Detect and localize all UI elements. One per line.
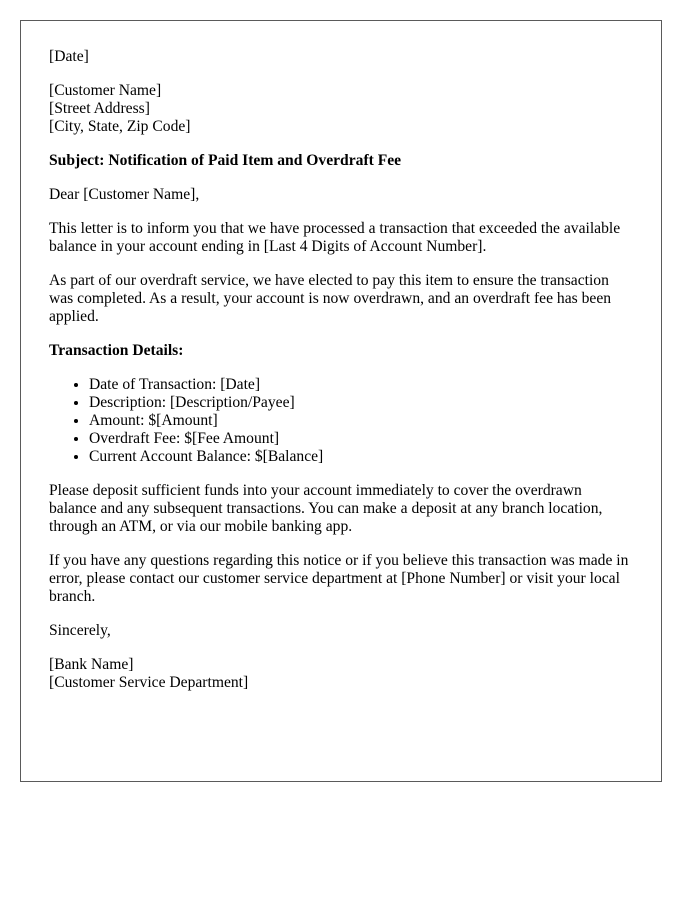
signature-department: [Customer Service Department]	[49, 674, 249, 691]
recipient-city-state-zip: [City, State, Zip Code]	[49, 118, 191, 135]
letter-date: [Date]	[49, 48, 89, 65]
recipient-address	[49, 82, 633, 136]
letter-closing: Sincerely,	[49, 622, 111, 639]
body-paragraph-2: As part of our overdraft service, we have elected to pay this item to ensure the transaction was completed. As a result, your account is now overdrawn, and an overdraft fee has been applied.	[49, 272, 612, 325]
list-item: • Amount: $[Amount]	[89, 412, 633, 430]
letter-subject: Subject: Notification of Paid Item and Overdraft Fee	[49, 152, 402, 169]
letter-page	[20, 20, 662, 782]
body-paragraph-4: If you have any questions regarding this notice or if you believe this transaction was made in error, please contact our customer service department at [Phone Number] or visit your local branch.	[49, 552, 629, 605]
transaction-details-heading: Transaction Details:	[49, 342, 184, 359]
signature-bank-name: [Bank Name]	[49, 656, 134, 673]
recipient-name: [Customer Name]	[49, 82, 162, 99]
recipient-street: [Street Address]	[49, 100, 150, 117]
body-paragraph-3: Please deposit sufficient funds into your account immediately to cover the overdrawn balance and any subsequent transactions. You can make a deposit at any branch location, through an ATM, or via our mobile banking app.	[49, 482, 603, 535]
list-item: • Current Account Balance: $[Balance]	[89, 448, 633, 466]
list-item: • Date of Transaction: [Date]	[89, 376, 633, 394]
list-item: • Description: [Description/Payee]	[89, 394, 633, 412]
list-item: • Overdraft Fee: $[Fee Amount]	[89, 430, 633, 448]
body-paragraph-1: This letter is to inform you that we have processed a transaction that exceeded the available balance in your account ending in [Last 4 Digits of Account Number].	[49, 220, 621, 255]
letter-salutation: Dear [Customer Name],	[49, 186, 200, 203]
signature-block	[49, 656, 633, 692]
transaction-details-list	[49, 376, 633, 466]
